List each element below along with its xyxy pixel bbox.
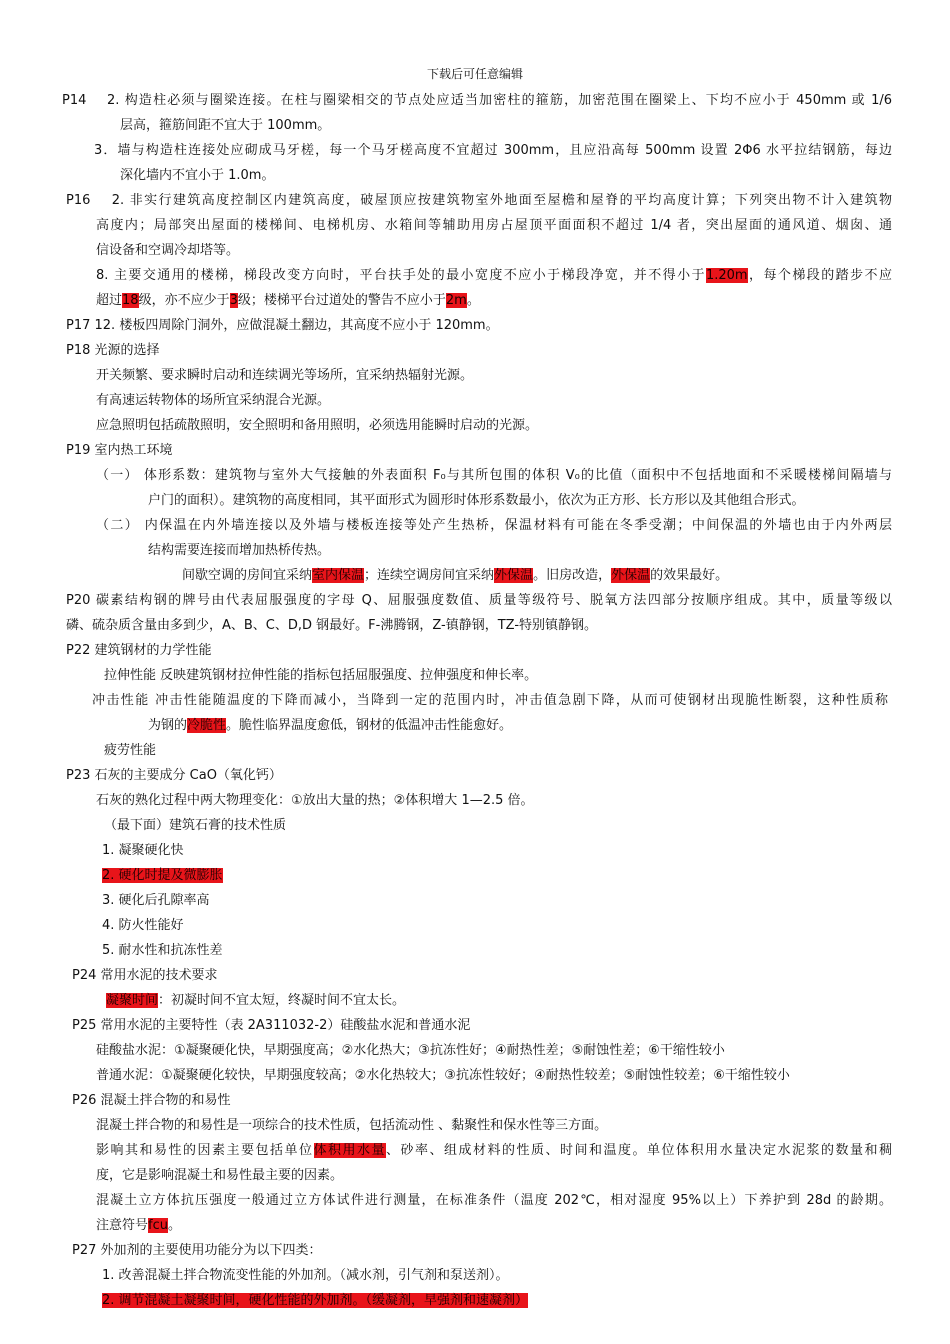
text-segment: 为钢的 bbox=[148, 718, 188, 733]
text-line bbox=[102, 918, 184, 934]
text-line bbox=[72, 968, 218, 984]
text-line bbox=[66, 593, 892, 609]
text-segment: P24 常用水泥的技术要求 bbox=[72, 968, 218, 983]
text-segment: 层高，箍筋间距不宜大于 100mm。 bbox=[120, 118, 331, 133]
text-segment: ；连续空调房间宜采纳 bbox=[364, 568, 495, 583]
text-segment: 。旧房改造， bbox=[533, 568, 612, 583]
text-line bbox=[96, 268, 892, 284]
text-line bbox=[182, 568, 728, 584]
text-segment: 4. 防火性能好 bbox=[102, 918, 184, 933]
text-segment: 1. 凝聚硬化快 bbox=[102, 843, 184, 858]
text-line bbox=[102, 1293, 528, 1309]
text-segment: P14 2. 构造柱必须与圈梁连接。在柱与圈梁相交的节点处应适当加密柱的箍筋，加密范围在圈梁上、下均不应小于 450mm 或 1/6 bbox=[62, 93, 892, 108]
text-line bbox=[96, 1218, 181, 1234]
text-line bbox=[96, 368, 473, 384]
text-segment: 户门的面积）。建筑物的高度相同，其平面形式为圆形时体形系数最小，依次为正方形、长方形以及其他组合形式。 bbox=[148, 493, 805, 508]
text-segment: 深化墙内不宜小于 1.0m。 bbox=[120, 168, 275, 183]
highlighted-text: 凝聚时间 bbox=[106, 993, 159, 1008]
text-line bbox=[66, 318, 499, 334]
text-line bbox=[96, 518, 892, 534]
text-segment: 有高速运转物体的场所宜采纳混合光源。 bbox=[96, 393, 331, 408]
text-line bbox=[96, 243, 239, 259]
page-header: 下载后可任意编辑 bbox=[426, 67, 523, 81]
highlighted-text: fcu bbox=[148, 1218, 168, 1233]
text-segment: （二） 内保温在内外墙连接以及外墙与楼板连接等处产生热桥，保温材料有可能在冬季受潮；中间保温的外墙也由于内外两层 bbox=[96, 518, 892, 533]
text-segment: 。脆性临界温度愈低，钢材的低温冲击性能愈好。 bbox=[226, 718, 513, 733]
highlighted-text: 18 bbox=[122, 293, 139, 308]
text-segment: P20 碳素结构钢的牌号由代表屈服强度的字母 Q、屈服强度数值、质量等级符号、脱氧方法四部分按顺序组成。其中，质量等级以 bbox=[66, 593, 892, 608]
text-segment: 硅酸盐水泥：①凝聚硬化快，早期强度高；②水化热大；③抗冻性好；④耐热性差；⑤耐蚀性差；⑥干缩性较小 bbox=[96, 1043, 725, 1058]
text-line bbox=[104, 818, 286, 834]
text-line bbox=[96, 418, 538, 434]
text-segment: 、砂率、组成材料的性质、时间和温度。单位体积用水量决定水泥浆的数量和稠 bbox=[386, 1143, 892, 1158]
text-line bbox=[96, 393, 330, 409]
text-line bbox=[148, 543, 330, 559]
text-segment: 石灰的熟化过程中两大物理变化：①放出大量的热；②体积增大 1—2.5 倍。 bbox=[96, 793, 534, 808]
text-segment: 拉伸性能 反映建筑钢材拉伸性能的指标包括屈服强度、拉伸强度和伸长率。 bbox=[104, 668, 538, 683]
text-line bbox=[66, 343, 160, 359]
highlighted-text: 2m bbox=[445, 293, 467, 308]
text-segment: ，每个梯段的踏步不应 bbox=[747, 268, 892, 283]
text-segment: P26 混凝土拌合物的和易性 bbox=[72, 1093, 231, 1108]
highlighted-text: 室内保温 bbox=[312, 568, 365, 583]
text-segment: 。 bbox=[167, 1218, 181, 1233]
text-segment: 3．墙与构造柱连接处应砌成马牙槎，每一个马牙槎高度不宜超过 300mm，且应沿高每 500mm 设置 2Φ6 水平拉结钢筋，每边 bbox=[94, 143, 892, 158]
text-segment: 影响其和易性的因素主要包括单位 bbox=[96, 1143, 314, 1158]
text-segment: 的效果最好。 bbox=[650, 568, 729, 583]
text-segment: ：初凝时间不宜太短，终凝时间不宜太长。 bbox=[158, 993, 406, 1008]
text-line bbox=[66, 443, 173, 459]
highlighted-text: 3 bbox=[229, 293, 238, 308]
text-line bbox=[66, 618, 597, 634]
text-segment: P25 常用水泥的主要特性（表 2A311032-2）硅酸盐水泥和普通水泥 bbox=[72, 1018, 471, 1033]
text-segment: 应急照明包括疏散照明，安全照明和备用照明，必须选用能瞬时启动的光源。 bbox=[96, 418, 539, 433]
text-line bbox=[104, 743, 156, 759]
highlighted-text: 2. 调节混凝土凝聚时间，硬化性能的外加剂。（缓凝剂，早强剂和速凝剂） bbox=[102, 1293, 529, 1308]
text-segment: 开关频繁、要求瞬时启动和连续调光等场所，宜采纳热辐射光源。 bbox=[96, 368, 474, 383]
text-line bbox=[148, 493, 805, 509]
text-line bbox=[72, 1018, 470, 1034]
text-line bbox=[102, 943, 223, 959]
text-line bbox=[102, 843, 184, 859]
text-segment: 级；楼梯平台过道处的警告不应小于 bbox=[237, 293, 446, 308]
text-segment: 疲劳性能 bbox=[104, 743, 157, 758]
highlighted-text: 1.20m bbox=[705, 268, 748, 283]
text-segment: P17 12. 楼板四周除门洞外，应做混凝土翻边，其高度不应小于 120mm。 bbox=[66, 318, 499, 333]
text-segment: 注意符号 bbox=[96, 1218, 149, 1233]
text-segment: 1. 改善混凝土拌合物流变性能的外加剂。（减水剂，引气剂和泵送剂）。 bbox=[102, 1268, 509, 1283]
highlighted-text: 2. 硬化时提及微膨胀 bbox=[102, 868, 223, 883]
text-line bbox=[96, 793, 534, 809]
text-segment: 信设备和空调冷却塔等。 bbox=[96, 243, 240, 258]
text-segment: 间歇空调的房间宜采纳 bbox=[182, 568, 313, 583]
text-line bbox=[148, 718, 512, 734]
text-segment: 高度内；局部突出屋面的楼梯间、电梯机房、水箱间等辅助用房占屋顶平面面积不超过 1/4 者，突出屋面的通风道、烟囱、通 bbox=[96, 218, 892, 233]
text-line bbox=[66, 193, 892, 209]
text-segment: P23 石灰的主要成分 CaO（氧化钙） bbox=[66, 768, 282, 783]
text-line bbox=[96, 1068, 790, 1084]
text-segment: 3. 硬化后孔隙率高 bbox=[102, 893, 210, 908]
text-line bbox=[96, 218, 892, 234]
text-line bbox=[120, 118, 330, 134]
text-line bbox=[96, 1143, 892, 1159]
text-segment: P18 光源的选择 bbox=[66, 343, 160, 358]
highlighted-text: 体积用水量 bbox=[313, 1143, 386, 1158]
text-segment: 混凝土拌合物的和易性是一项综合的技术性质，包括流动性 、黏聚性和保水性等三方面。 bbox=[96, 1118, 608, 1133]
text-segment: 结构需要连接而增加热桥传热。 bbox=[148, 543, 331, 558]
highlighted-text: 外保温 bbox=[494, 568, 534, 583]
text-line bbox=[102, 1268, 509, 1284]
text-line bbox=[96, 1043, 725, 1059]
text-segment: （一） 体形系数：建筑物与室外大气接触的外表面积 F₀与其所包围的体积 V₀的比值（面积中不包括地面和不采暖楼梯间隔墙与 bbox=[96, 468, 892, 483]
text-segment: P27 外加剂的主要使用功能分为以下四类： bbox=[72, 1243, 322, 1258]
text-segment: P22 建筑钢材的力学性能 bbox=[66, 643, 212, 658]
text-segment: 。 bbox=[466, 293, 480, 308]
text-line bbox=[104, 668, 537, 684]
text-segment: 普通水泥：①凝聚硬化较快，早期强度较高；②水化热较大；③抗冻性较好；④耐热性较差；⑤耐蚀性较差；⑥干缩性较小 bbox=[96, 1068, 790, 1083]
text-line bbox=[72, 1243, 322, 1259]
text-line bbox=[66, 768, 282, 784]
text-segment: P16 2. 非实行建筑高度控制区内建筑高度，破屋顶应按建筑物室外地面至屋檐和屋脊的平均高度计算；下列突出物不计入建筑物 bbox=[66, 193, 892, 208]
highlighted-text: 外保温 bbox=[611, 568, 651, 583]
text-segment: 混凝土立方体抗压强度一般通过立方体试件进行测量，在标准条件（温度 202℃，相对湿度 95%以上）下养护到 28d 的龄期。 bbox=[96, 1193, 892, 1208]
text-segment: 超过 bbox=[96, 293, 123, 308]
highlighted-text: 冷脆性 bbox=[187, 718, 227, 733]
text-line bbox=[62, 93, 892, 109]
text-line bbox=[96, 1168, 343, 1184]
text-line bbox=[106, 993, 405, 1009]
text-line bbox=[102, 893, 210, 909]
text-segment: 度，它是影响混凝土和易性最主要的因素。 bbox=[96, 1168, 344, 1183]
text-line bbox=[96, 1118, 607, 1134]
text-line bbox=[96, 293, 480, 309]
text-line bbox=[72, 1093, 231, 1109]
text-segment: 5. 耐水性和抗冻性差 bbox=[102, 943, 223, 958]
text-line bbox=[102, 868, 223, 884]
text-segment: 磷、硫杂质含量由多到少，A、B、C、D,D 钢最好。F-沸腾钢，Z-镇静钢，TZ-特别镇静钢。 bbox=[66, 618, 598, 633]
text-line bbox=[66, 643, 212, 659]
text-line bbox=[120, 168, 274, 184]
text-segment: 8. 主要交通用的楼梯，梯段改变方向时，平台扶手处的最小宽度不应小于梯段净宽，并不得小于 bbox=[96, 268, 706, 283]
text-segment: 冲击性能 冲击性能随温度的下降而减小，当降到一定的范围内时，冲击值急剧下降，从而可使钢材出现脆性断裂，这种性质称 bbox=[92, 693, 888, 708]
text-segment: （最下面）建筑石膏的技术性质 bbox=[104, 818, 287, 833]
text-line bbox=[96, 468, 892, 484]
text-line bbox=[96, 1193, 892, 1209]
text-segment: 级，亦不应少于 bbox=[138, 293, 230, 308]
text-segment: P19 室内热工环境 bbox=[66, 443, 173, 458]
text-line bbox=[92, 693, 888, 709]
text-line bbox=[94, 143, 892, 159]
